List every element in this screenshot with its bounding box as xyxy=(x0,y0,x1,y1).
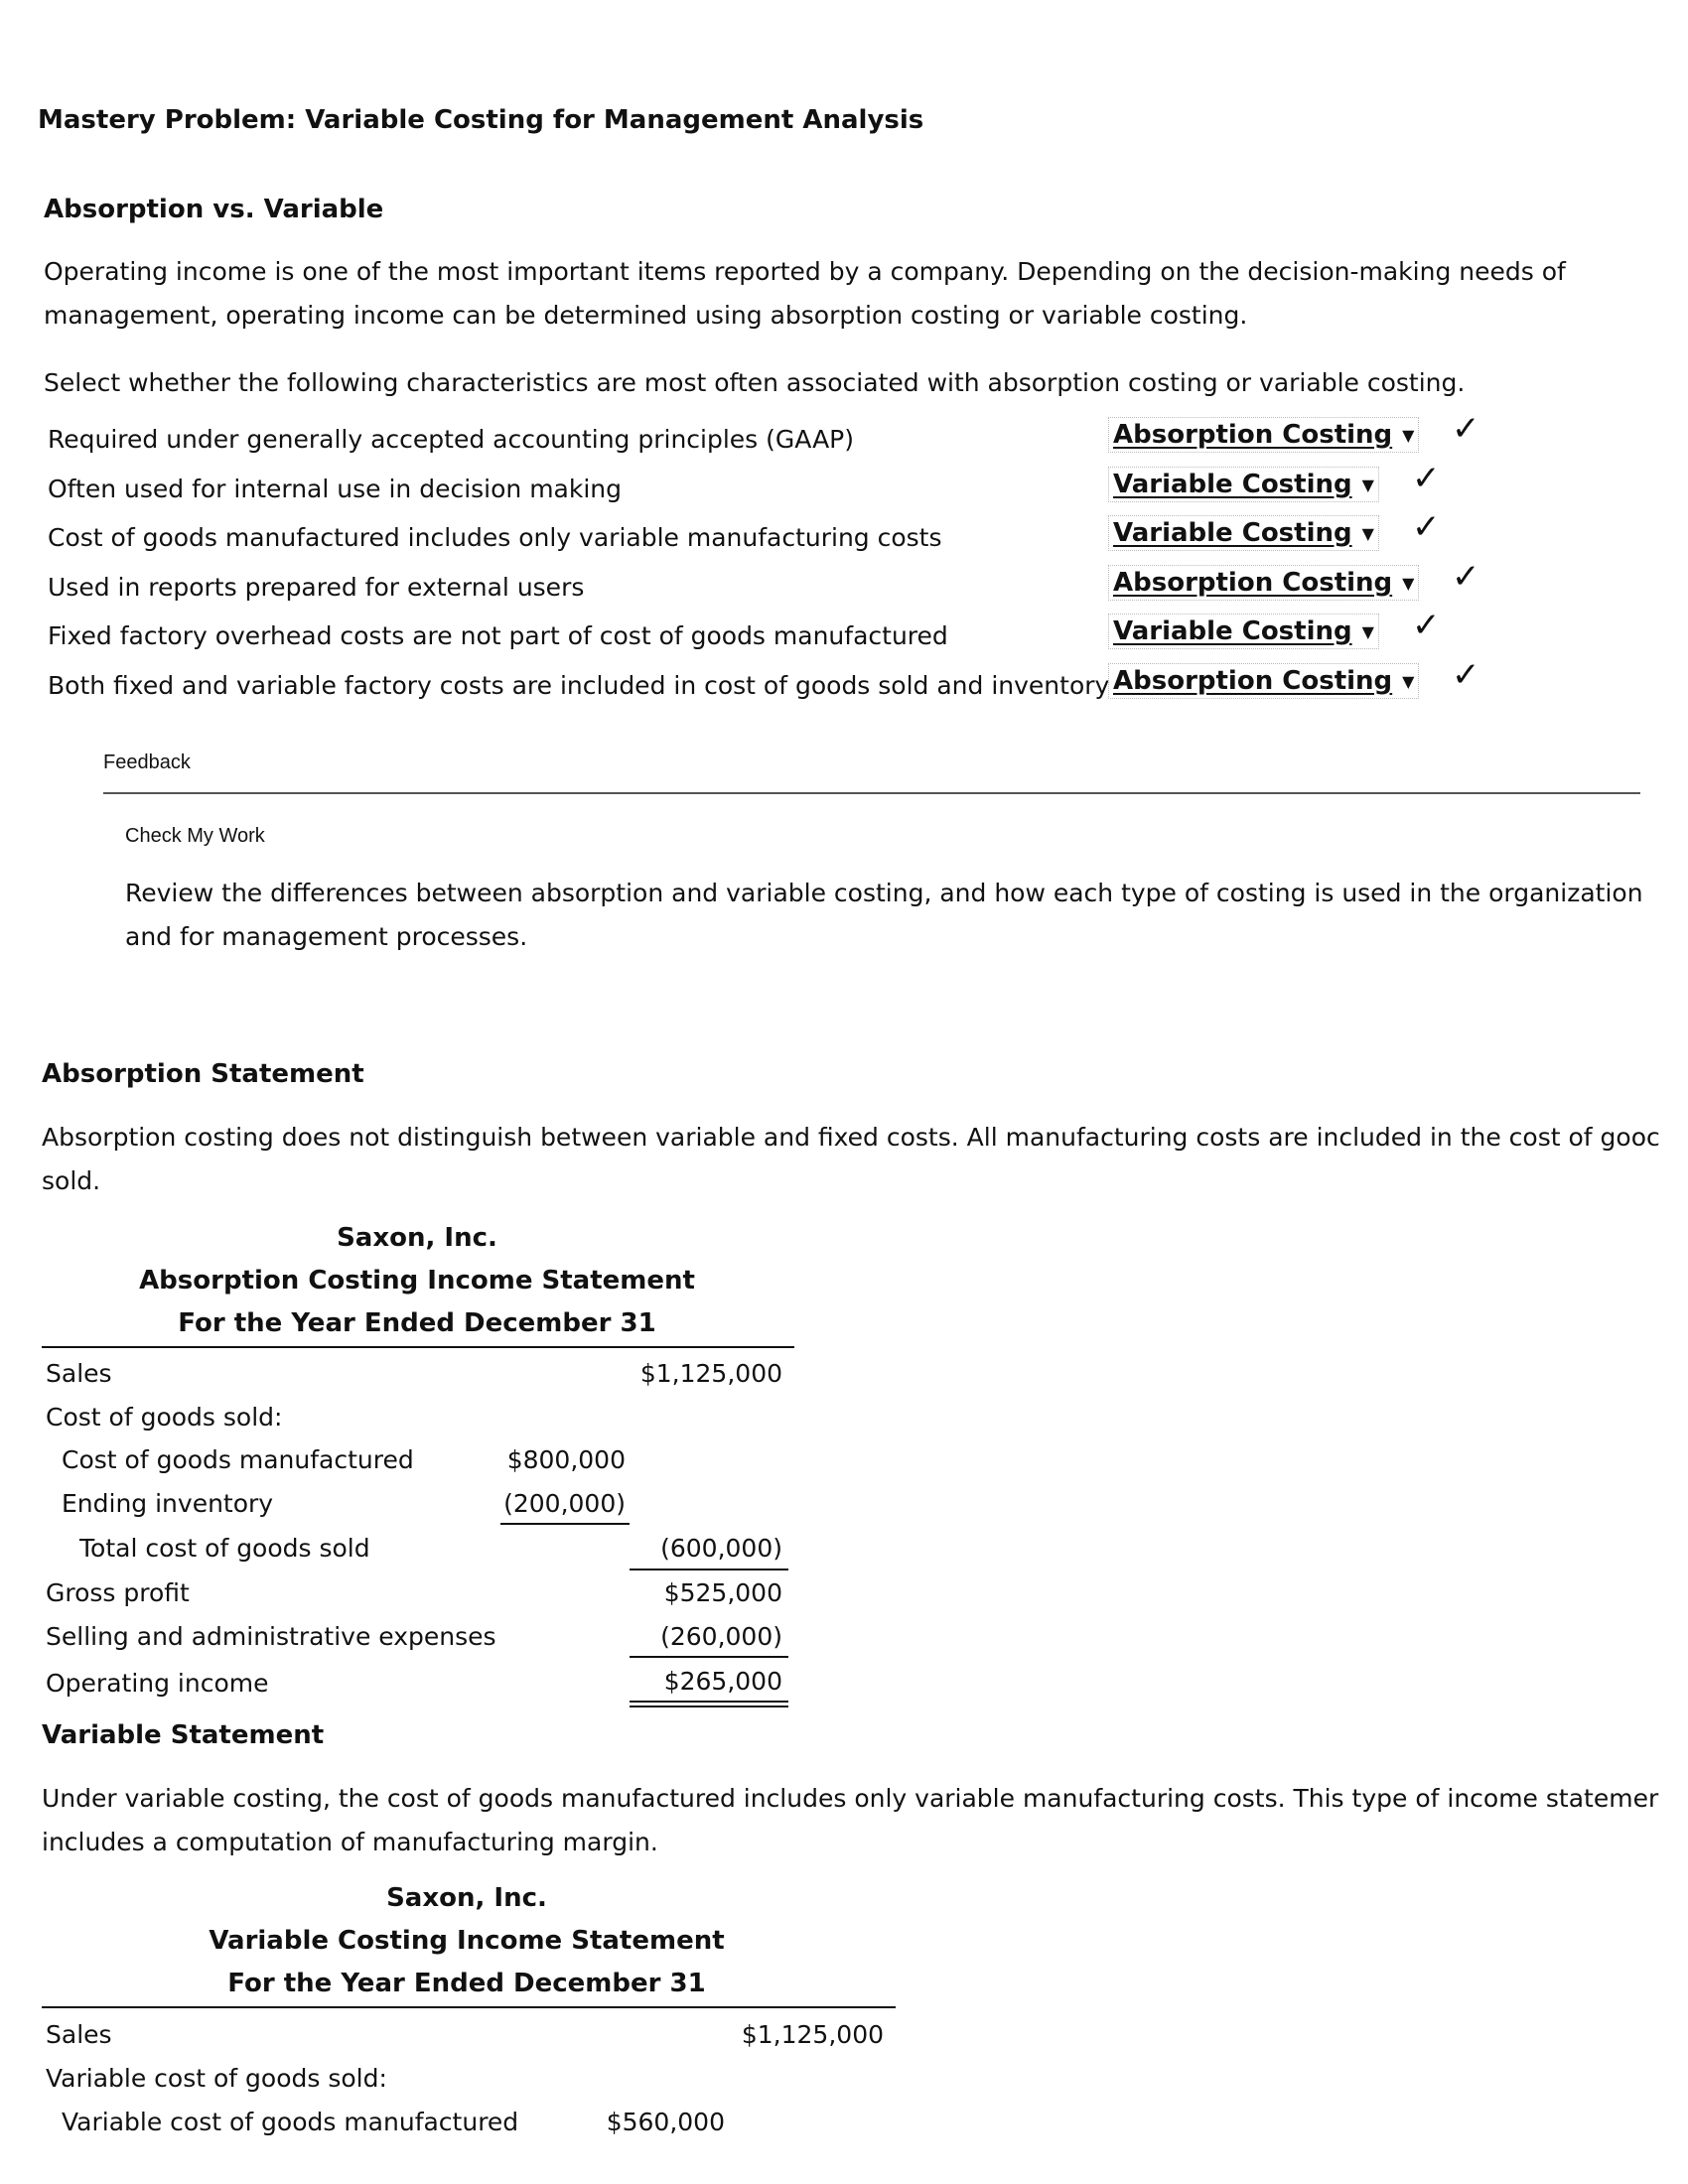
feedback-divider xyxy=(103,792,1640,794)
intro-paragraph-line1: Operating income is one of the most important items reported by a company. Depending on the decision-making needs of xyxy=(44,257,1566,286)
correct-check-icon: ✓ xyxy=(1452,409,1480,449)
characteristic-text: Required under generally accepted accounting principles (GAAP) xyxy=(48,425,854,454)
double-rule-top xyxy=(630,1701,788,1703)
characteristic-text: Cost of goods manufactured includes only variable manufacturing costs xyxy=(48,523,942,552)
absorption-description-line2: sold. xyxy=(42,1166,101,1195)
subtotal-rule xyxy=(500,1523,630,1525)
row-value-sales: $1,125,000 xyxy=(639,1359,782,1388)
row-value-variable-cost-of-goods-manufactured: $560,000 xyxy=(606,2108,725,2136)
characteristic-text: Fixed factory overhead costs are not part of cost of goods manufactured xyxy=(48,621,948,650)
section-heading-variable-statement: Variable Statement xyxy=(42,1720,325,1750)
row-value-ending-inventory: (200,000) xyxy=(503,1489,626,1518)
section-heading-absorption-vs-variable: Absorption vs. Variable xyxy=(44,195,384,224)
row-label-cost-of-goods-manufactured: Cost of goods manufactured xyxy=(62,1445,414,1474)
row-value-operating-income: $265,000 xyxy=(663,1667,782,1696)
select-value: Variable Costing xyxy=(1113,616,1352,646)
subtotal-rule xyxy=(630,1656,788,1658)
variable-description-line2: includes a computation of manufacturing margin. xyxy=(42,1828,658,1856)
costing-type-select[interactable] xyxy=(1108,614,1379,649)
row-label-total-cost-of-goods-sold: Total cost of goods sold xyxy=(79,1534,370,1563)
chevron-down-icon: ▼ xyxy=(1402,672,1415,691)
row-label-gross-profit: Gross profit xyxy=(46,1578,190,1607)
chevron-down-icon: ▼ xyxy=(1361,476,1374,494)
chevron-down-icon: ▼ xyxy=(1361,622,1374,641)
costing-type-select[interactable] xyxy=(1108,565,1419,601)
row-label-selling-admin-expenses: Selling and administrative expenses xyxy=(46,1622,496,1651)
feedback-text-line1: Review the differences between absorption and variable costing, and how each type of costing is used in the organization xyxy=(125,879,1643,907)
chevron-down-icon: ▼ xyxy=(1361,524,1374,543)
double-rule-bottom xyxy=(630,1706,788,1707)
row-value-sales: $1,125,000 xyxy=(741,2020,884,2049)
intro-paragraph-line2: management, operating income can be determined using absorption costing or variable costing. xyxy=(44,301,1248,330)
absorption-statement-title: Absorption Costing Income Statement xyxy=(139,1266,695,1296)
correct-check-icon: ✓ xyxy=(1412,459,1441,498)
subtotal-rule xyxy=(630,1569,788,1570)
costing-type-select[interactable] xyxy=(1108,515,1379,551)
absorption-header-rule xyxy=(42,1346,794,1348)
row-label-operating-income: Operating income xyxy=(46,1669,269,1698)
absorption-company-name: Saxon, Inc. xyxy=(337,1223,497,1253)
row-label-variable-cost-of-goods-manufactured: Variable cost of goods manufactured xyxy=(62,2108,519,2136)
check-my-work-heading: Check My Work xyxy=(125,825,265,847)
variable-statement-period: For the Year Ended December 31 xyxy=(227,1969,706,1998)
select-value: Absorption Costing xyxy=(1113,420,1393,450)
chevron-down-icon: ▼ xyxy=(1402,574,1415,593)
select-value: Absorption Costing xyxy=(1113,568,1393,598)
feedback-text-line2: and for management processes. xyxy=(125,922,528,951)
characteristic-text: Often used for internal use in decision making xyxy=(48,475,623,503)
row-value-selling-admin-expenses: (260,000) xyxy=(660,1622,782,1651)
variable-statement-title: Variable Costing Income Statement xyxy=(209,1926,725,1956)
page-title: Mastery Problem: Variable Costing for Management Analysis xyxy=(38,105,924,135)
row-label-sales: Sales xyxy=(46,1359,112,1388)
row-value-total-cost-of-goods-sold: (600,000) xyxy=(660,1534,782,1563)
instruction-text: Select whether the following characteristics are most often associated with absorption costing or variable costing. xyxy=(44,368,1466,397)
select-value: Variable Costing xyxy=(1113,470,1352,499)
row-label-variable-cost-of-goods-sold: Variable cost of goods sold: xyxy=(46,2064,387,2093)
row-label-cost-of-goods-sold: Cost of goods sold: xyxy=(46,1403,283,1432)
costing-type-select[interactable] xyxy=(1108,663,1419,699)
variable-company-name: Saxon, Inc. xyxy=(386,1883,547,1913)
characteristic-text: Used in reports prepared for external users xyxy=(48,573,585,602)
variable-header-rule xyxy=(42,2006,896,2008)
correct-check-icon: ✓ xyxy=(1452,655,1480,695)
costing-type-select[interactable] xyxy=(1108,417,1419,453)
row-label-sales: Sales xyxy=(46,2020,112,2049)
variable-description-line1: Under variable costing, the cost of goods manufactured includes only variable manufacturing costs. This type of income statemer xyxy=(42,1784,1659,1813)
row-value-cost-of-goods-manufactured: $800,000 xyxy=(506,1445,626,1474)
correct-check-icon: ✓ xyxy=(1412,507,1441,547)
absorption-statement-period: For the Year Ended December 31 xyxy=(178,1308,656,1338)
absorption-description-line1: Absorption costing does not distinguish between variable and fixed costs. All manufacturing costs are included in the cost of gooc xyxy=(42,1123,1660,1152)
chevron-down-icon: ▼ xyxy=(1402,426,1415,445)
correct-check-icon: ✓ xyxy=(1452,557,1480,597)
characteristic-text: Both fixed and variable factory costs are included in cost of goods sold and inventory xyxy=(48,671,1110,700)
row-label-ending-inventory: Ending inventory xyxy=(62,1489,274,1518)
select-value: Variable Costing xyxy=(1113,518,1352,548)
correct-check-icon: ✓ xyxy=(1412,606,1441,645)
row-value-gross-profit: $525,000 xyxy=(663,1578,782,1607)
costing-type-select[interactable] xyxy=(1108,467,1379,502)
select-value: Absorption Costing xyxy=(1113,666,1393,696)
section-heading-absorption-statement: Absorption Statement xyxy=(42,1059,364,1089)
feedback-label: Feedback xyxy=(103,751,191,773)
